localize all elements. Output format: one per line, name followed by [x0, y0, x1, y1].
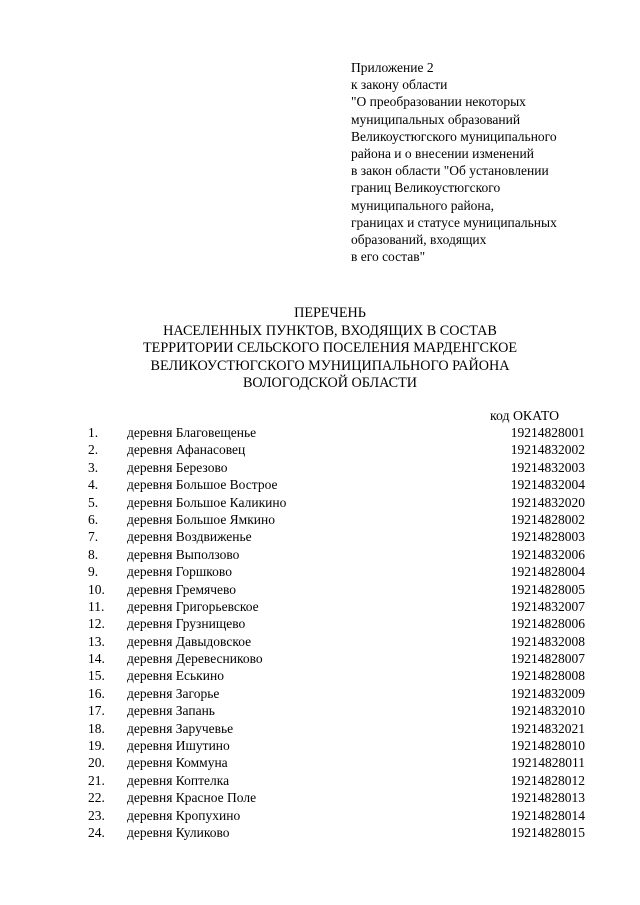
title-line: НАСЕЛЕННЫХ ПУНКТОВ, ВХОДЯЩИХ В СОСТАВ	[163, 322, 497, 339]
appendix-line: к закону области	[351, 77, 448, 93]
settlement-name: деревня Коптелка	[127, 772, 230, 788]
row-number: 4.	[88, 477, 99, 493]
okato-code: 19214828005	[510, 581, 585, 597]
settlement-name: деревня Куликово	[127, 824, 230, 840]
row-number: 1.	[88, 425, 99, 440]
okato-code: 19214832004	[510, 477, 585, 493]
row-number: 18.	[88, 720, 105, 736]
settlement-row	[0, 598, 640, 615]
okato-code: 19214832002	[510, 442, 585, 458]
row-number: 11.	[88, 598, 105, 614]
title-line: ПЕРЕЧЕНЬ	[294, 305, 366, 321]
settlement-row	[0, 615, 640, 632]
settlement-row	[0, 424, 640, 441]
settlement-name: деревня Запань	[127, 703, 215, 719]
settlement-name: деревня Красное Поле	[127, 790, 257, 806]
settlement-row	[0, 528, 640, 545]
settlement-row	[0, 441, 640, 458]
row-number: 21.	[88, 772, 105, 788]
settlement-name: деревня Большое Каликино	[127, 494, 287, 510]
appendix-line: Великоустюгского муниципального	[351, 128, 557, 144]
settlement-row	[0, 772, 640, 789]
okato-code: 19214828012	[510, 772, 585, 788]
okato-code: 19214832007	[510, 598, 585, 614]
settlement-row	[0, 737, 640, 754]
row-number: 6.	[88, 511, 99, 527]
settlement-row	[0, 824, 640, 841]
appendix-line: Приложение 2	[351, 60, 434, 75]
row-number: 15.	[88, 668, 105, 684]
okato-code: 19214828011	[511, 755, 585, 771]
appendix-line: в его состав"	[351, 249, 426, 265]
row-number: 2.	[88, 442, 99, 458]
document-title	[60, 305, 600, 393]
settlement-name: деревня Афанасовец	[127, 442, 246, 458]
settlement-row	[0, 702, 640, 719]
settlement-name: деревня Деревесниково	[127, 651, 263, 667]
settlement-name: деревня Еськино	[127, 668, 224, 684]
okato-code: 19214828004	[510, 564, 585, 580]
okato-code: 19214832021	[510, 720, 585, 736]
settlement-name: деревня Березово	[127, 459, 228, 475]
appendix-line: в закон области "Об установлении	[351, 163, 549, 179]
row-number: 10.	[88, 581, 105, 597]
settlement-name: деревня Ишутино	[127, 738, 230, 754]
okato-column-header: код ОКАТО	[490, 408, 560, 423]
settlement-row	[0, 807, 640, 824]
appendix-line: "О преобразовании некоторых	[351, 94, 526, 110]
okato-code: 19214828007	[510, 651, 585, 667]
okato-code: 19214828008	[510, 668, 585, 684]
okato-code: 19214828013	[510, 790, 585, 806]
settlement-name: деревня Кропухино	[127, 807, 241, 823]
row-number: 9.	[88, 564, 99, 580]
appendix-line: района и о внесении изменений	[351, 146, 534, 162]
settlement-name: деревня Большое Ямкино	[127, 511, 275, 527]
okato-code: 19214828015	[510, 824, 585, 840]
row-number: 7.	[88, 529, 99, 545]
settlement-row	[0, 720, 640, 737]
settlement-row	[0, 459, 640, 476]
okato-code: 19214832010	[510, 703, 585, 719]
settlement-name: деревня Заручевье	[127, 720, 234, 736]
title-line: ТЕРРИТОРИИ СЕЛЬСКОГО ПОСЕЛЕНИЯ МАРДЕНГСКОЕ	[143, 340, 517, 357]
settlement-name: деревня Давыдовское	[127, 633, 252, 649]
row-number: 12.	[88, 616, 105, 632]
settlement-name: деревня Благовещенье	[127, 425, 257, 440]
row-number: 3.	[88, 459, 99, 475]
title-line: ВОЛОГОДСКОЙ ОБЛАСТИ	[242, 375, 418, 392]
row-number: 23.	[88, 807, 105, 823]
appendix-line: муниципальных образований	[351, 111, 521, 127]
settlement-row	[0, 511, 640, 528]
settlement-row	[0, 685, 640, 702]
row-number: 19.	[88, 738, 105, 754]
settlement-name: деревня Воздвиженье	[127, 529, 252, 545]
row-number: 22.	[88, 790, 105, 806]
settlement-name: деревня Горшково	[127, 564, 232, 580]
settlement-row	[0, 581, 640, 598]
row-number: 5.	[88, 494, 99, 510]
settlement-name: деревня Выползово	[127, 546, 240, 562]
settlement-row	[0, 563, 640, 580]
settlement-row	[0, 476, 640, 493]
settlement-name: деревня Коммуна	[127, 755, 228, 771]
settlement-name: деревня Большое Вострое	[127, 477, 278, 493]
appendix-line: образований, входящих	[351, 232, 487, 248]
settlement-row	[0, 789, 640, 806]
row-number: 16.	[88, 685, 105, 701]
appendix-line: границ Великоустюгского	[351, 180, 501, 196]
settlement-name: деревня Загорье	[127, 685, 220, 701]
okato-code: 19214828006	[510, 616, 585, 632]
okato-code: 19214832003	[510, 459, 585, 475]
row-number: 20.	[88, 755, 105, 771]
settlement-name: деревня Грузнищево	[127, 616, 246, 632]
row-number: 17.	[88, 703, 105, 719]
okato-code: 19214832009	[510, 685, 585, 701]
appendix-note	[351, 59, 621, 265]
title-line: ВЕЛИКОУСТЮГСКОГО МУНИЦИПАЛЬНОГО РАЙОНА	[150, 357, 510, 374]
okato-code: 19214828003	[510, 529, 585, 545]
settlement-row	[0, 494, 640, 511]
okato-code: 19214828002	[510, 511, 585, 527]
settlement-row	[0, 633, 640, 650]
settlement-name: деревня Гремячево	[127, 581, 237, 597]
settlement-name: деревня Григорьевское	[127, 598, 259, 614]
okato-code: 19214828001	[510, 425, 585, 440]
row-number: 13.	[88, 633, 105, 649]
okato-code: 19214828010	[510, 738, 585, 754]
okato-code: 19214832020	[510, 494, 585, 510]
settlement-row	[0, 667, 640, 684]
settlement-list	[0, 424, 640, 841]
settlement-row	[0, 546, 640, 563]
okato-code: 19214832008	[510, 633, 585, 649]
row-number: 14.	[88, 651, 105, 667]
okato-code: 19214832006	[510, 546, 585, 562]
okato-code: 19214828014	[510, 807, 585, 823]
appendix-line: муниципального района,	[351, 197, 495, 213]
settlement-row	[0, 754, 640, 771]
row-number: 8.	[88, 546, 99, 562]
appendix-line: границах и статусе муниципальных	[351, 214, 557, 230]
settlement-row	[0, 650, 640, 667]
row-number: 24.	[88, 824, 105, 840]
